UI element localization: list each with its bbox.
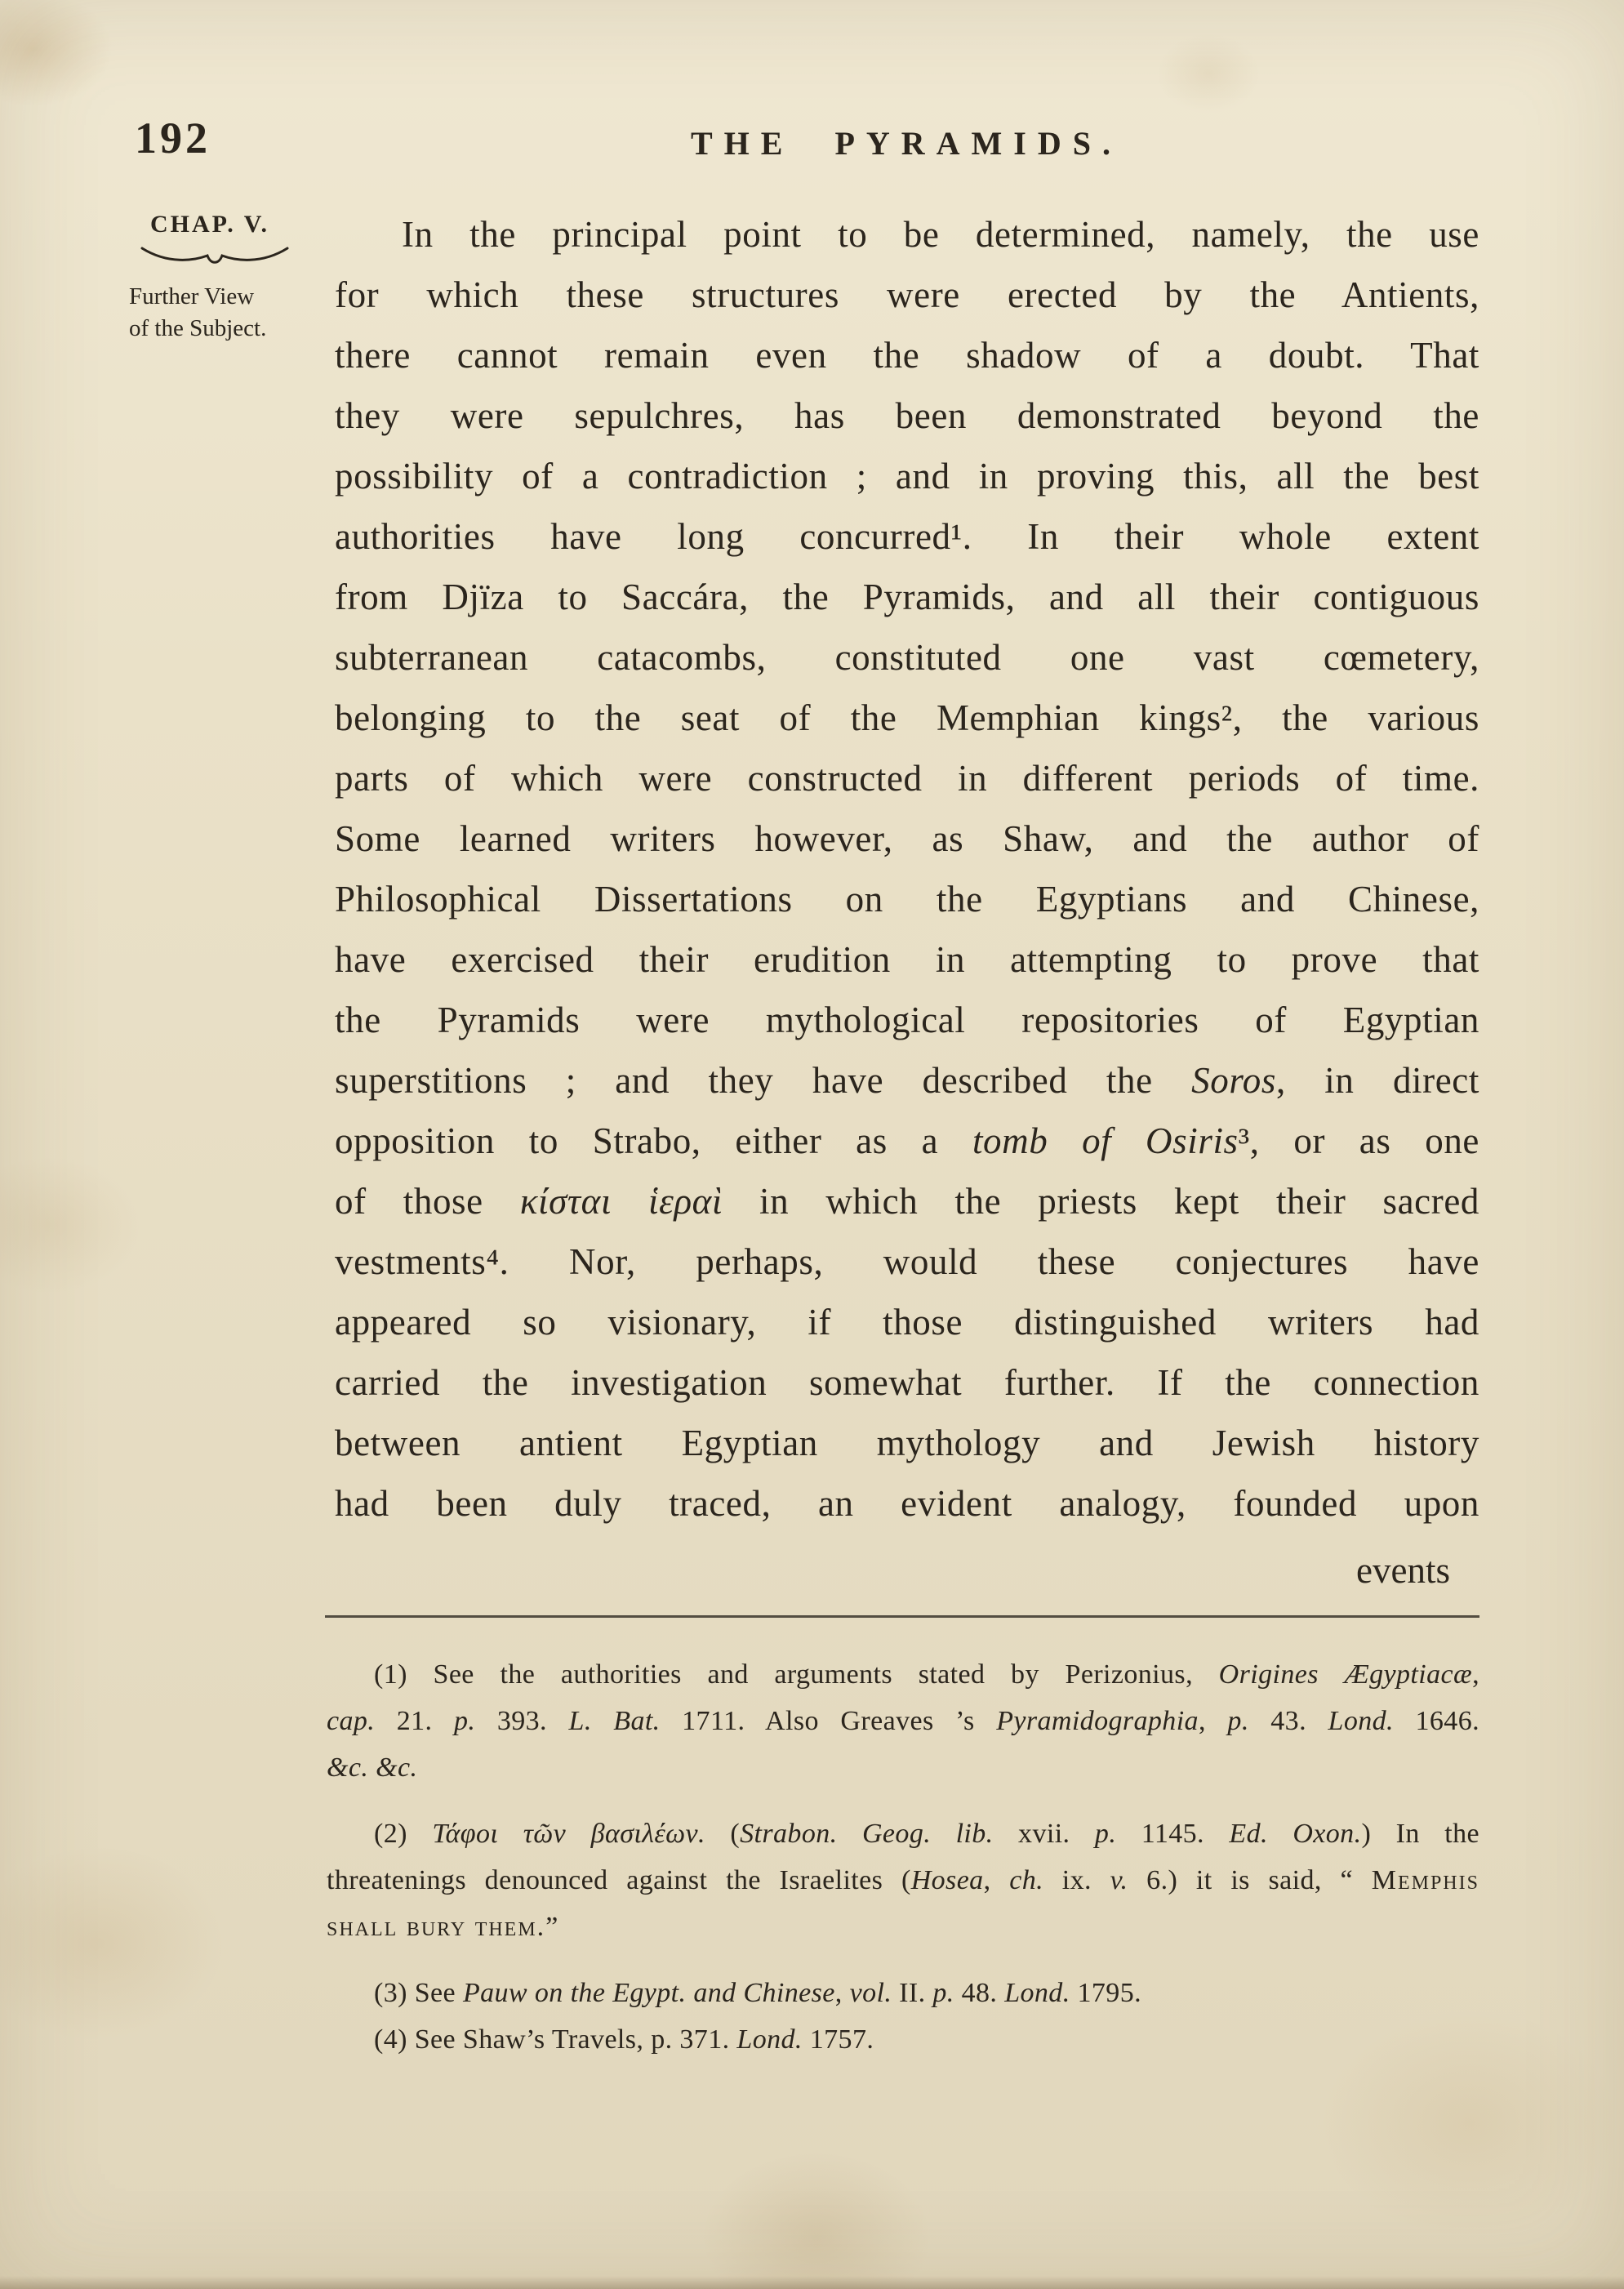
chapter-brace-icon [137,242,292,269]
body-text-line: opposition to Strabo, either as a tomb of Osiris³, or as one [335,1120,1479,1161]
body-text-line: vestments⁴. Nor, perhaps, would these conjectures have [335,1241,1479,1282]
footnote-line: cap. 21. p. 393. L. Bat. 1711. Also Greaves ’s Pyramidographia, p. 43. Lond. 1646. [327,1706,1479,1736]
body-text-line: they were sepulchres, has been demonstrated beyond the [335,395,1479,436]
body-text-line: have exercised their erudition in attempting to prove that [335,939,1479,980]
footnote-line: (3) See Pauw on the Egypt. and Chinese, vol. II. p. 48. Lond. 1795. [374,1978,1142,2008]
body-text-line: superstitions ; and they have described the Soros, in direct [335,1060,1479,1101]
body-text-line: appeared so visionary, if those distinguished writers had [335,1302,1479,1343]
body-text-line: the Pyramids were mythological repositories of Egyptian [335,1000,1479,1040]
footnote-rule [325,1615,1479,1618]
body-text-line: Some learned writers however, as Shaw, and the author of [335,818,1479,859]
footnote-line: shall bury them.” [327,1912,558,1942]
footnote-line: (2) Τάφοι τῶν βασιλέων. (Strabon. Geog. lib. xvii. p. 1145. Ed. Oxon.) In the [374,1819,1479,1849]
body-text-line: carried the investigation somewhat further. If the connection [335,1362,1479,1403]
margin-note-line: of the Subject. [129,315,267,341]
chapter-label: CHAP. V. [150,211,269,238]
body-text-line: there cannot remain even the shadow of a doubt. That [335,335,1479,376]
body-text-line: Philosophical Dissertations on the Egyptians and Chinese, [335,879,1479,920]
margin-note-line: Further View [129,283,255,310]
body-text-line: between antient Egyptian mythology and Jewish history [335,1423,1479,1463]
footnote-line: &c. &c. [327,1752,418,1783]
margin-notes [129,211,323,345]
body-text-line: In the principal point to be determined, namely, the use [402,214,1479,255]
footnote-line: threatenings denounced against the Israelites (Hosea, ch. ix. v. 6.) it is said, “ Memphis [327,1865,1479,1895]
footnote-line: (1) See the authorities and arguments stated by Perizonius, Origines Ægyptiacæ, [374,1659,1479,1690]
body-text-line: possibility of a contradiction ; and in proving this, all the best [335,456,1479,497]
body-text-line: parts of which were constructed in different periods of time. [335,758,1479,799]
catchword: events [1356,1550,1450,1591]
catchword-row [335,1540,1479,1601]
margin-note [129,281,323,345]
main-text [335,204,1479,1534]
body-text-line: of those κίσται ἱεραὶ in which the priests kept their sacred [335,1181,1479,1222]
footnote-line: (4) See Shaw’s Travels, p. 371. Lond. 1757. [374,2024,874,2055]
body-text-line: for which these structures were erected by the Antients, [335,274,1479,315]
page-number: 192 [135,114,211,163]
body-text-line: belonging to the seat of the Memphian kings², the various [335,697,1479,738]
body-text-line: subterranean catacombs, constituted one vast cœmetery, [335,637,1479,678]
body-text-line: from Djïza to Saccára, the Pyramids, and all their contiguous [335,577,1479,617]
body-text-line: authorities have long concurred¹. In their whole extent [335,516,1479,557]
running-head: THE PYRAMIDS. [690,125,1123,162]
footnotes [327,1651,1479,2063]
body-text-line: had been duly traced, an evident analogy, founded upon [335,1483,1479,1524]
